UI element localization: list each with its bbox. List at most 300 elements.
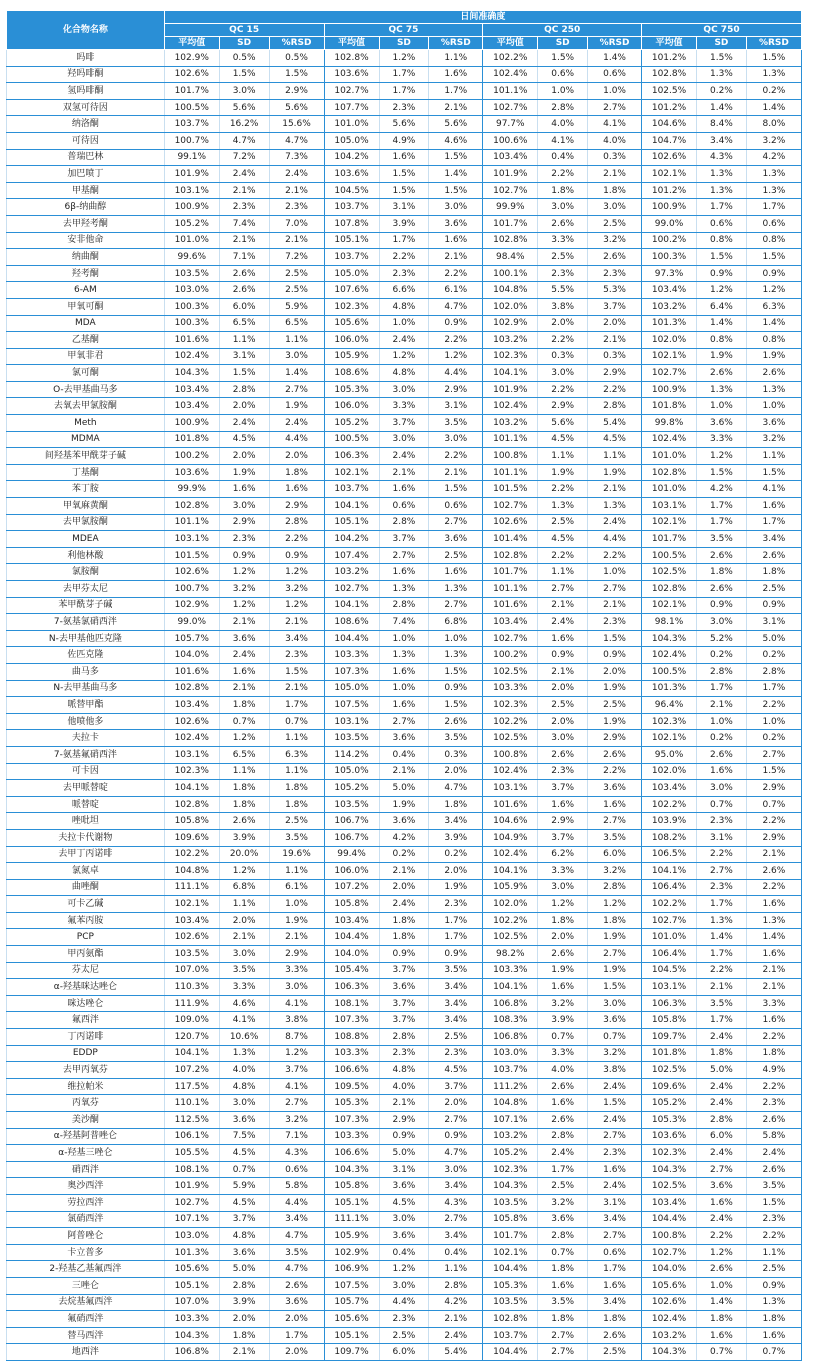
qc75-mean-cell: 104.4% (324, 929, 379, 946)
qc75-mean-cell: 106.3% (324, 979, 379, 996)
qc750-mean-cell: 100.9% (642, 199, 697, 216)
qc75-sd-cell: 3.1% (379, 1161, 429, 1178)
qc75-rsd-cell: 4.7% (429, 780, 483, 797)
qc250-mean-cell: 102.2% (483, 50, 538, 67)
qc75-mean-cell: 107.6% (324, 282, 379, 299)
table-row (7, 348, 802, 365)
qc15-mean-cell: 104.3% (164, 365, 219, 382)
qc250-rsd-cell: 3.4% (588, 1211, 642, 1228)
qc15-sd-cell: 2.0% (219, 448, 269, 465)
qc250-sd-cell: 1.2% (538, 896, 588, 913)
qc750-sd-cell: 8.4% (697, 116, 747, 133)
qc75-mean-cell: 105.0% (324, 763, 379, 780)
qc15-rsd-cell: 4.4% (269, 431, 324, 448)
qc750-sd-cell: 0.8% (697, 232, 747, 249)
qc250-sd-cell: 6.2% (538, 846, 588, 863)
qc250-mean-cell: 104.1% (483, 365, 538, 382)
qc750-rsd-cell: 2.9% (746, 829, 801, 846)
qc250-mean-cell: 105.3% (483, 1277, 538, 1294)
qc15-sd-cell: 2.0% (219, 912, 269, 929)
table-row (7, 149, 802, 166)
compound-name-cell: EDDP (7, 1045, 165, 1062)
qc250-sd-cell: 2.4% (538, 1145, 588, 1162)
qc75-sd-cell: 6.6% (379, 282, 429, 299)
qc15-rsd-cell: 3.2% (269, 1112, 324, 1129)
compound-name-cell: 去甲芬太尼 (7, 581, 165, 598)
qc750-sd-cell: 1.3% (697, 912, 747, 929)
qc75-mean-cell: 104.1% (324, 498, 379, 515)
qc75-rsd-cell: 5.6% (429, 116, 483, 133)
qc75-sd-cell: 5.0% (379, 780, 429, 797)
qc250-mean-cell: 97.7% (483, 116, 538, 133)
table-row (7, 1294, 802, 1311)
compound-name-cell: 芬太尼 (7, 962, 165, 979)
qc15-mean-cell: 106.8% (164, 1344, 219, 1361)
qc250-mean-cell: 102.5% (483, 663, 538, 680)
qc15-sd-cell: 2.6% (219, 282, 269, 299)
compound-name-cell: 三唑仑 (7, 1277, 165, 1294)
qc15-sd-cell: 2.3% (219, 199, 269, 216)
qc15-rsd-cell: 1.9% (269, 912, 324, 929)
qc15-mean-cell: 102.9% (164, 50, 219, 67)
qc15-sd-cell: 2.3% (219, 531, 269, 548)
table-row (7, 182, 802, 199)
qc750-sd-cell: 1.7% (697, 498, 747, 515)
compound-name-cell: PCP (7, 929, 165, 946)
qc15-sd-cell: 3.9% (219, 829, 269, 846)
qc15-sd-cell: 5.9% (219, 1178, 269, 1195)
compound-name-cell: 去甲氯胺酮 (7, 514, 165, 531)
qc15-rsd-cell: 1.1% (269, 863, 324, 880)
qc750-rsd-cell: 2.6% (746, 547, 801, 564)
qc15-mean-cell: 99.1% (164, 149, 219, 166)
qc750-sd-cell: 4.3% (697, 149, 747, 166)
qc750-rsd-cell: 1.4% (746, 315, 801, 332)
qc250-mean-cell: 101.1% (483, 83, 538, 100)
qc75-mean-cell: 108.8% (324, 1029, 379, 1046)
qc75-mean-cell: 103.6% (324, 66, 379, 83)
qc15-mean-cell: 103.0% (164, 1228, 219, 1245)
qc250-sd-cell: 3.9% (538, 1012, 588, 1029)
qc15-rsd-cell: 7.3% (269, 149, 324, 166)
qc750-rsd-cell: 1.7% (746, 514, 801, 531)
qc250-mean-cell: 101.6% (483, 597, 538, 614)
qc250-sd-cell: 3.2% (538, 995, 588, 1012)
qc750-sd-cell: 6.4% (697, 298, 747, 315)
qc750-rsd-cell: 3.6% (746, 415, 801, 432)
qc750-mean-header: 平均值 (642, 37, 697, 50)
qc75-rsd-cell: 3.5% (429, 415, 483, 432)
qc250-rsd-cell: 5.3% (588, 282, 642, 299)
qc75-sd-cell: 3.7% (379, 531, 429, 548)
qc750-rsd-cell: 2.2% (746, 1228, 801, 1245)
qc250-mean-cell: 102.3% (483, 697, 538, 714)
table-row (7, 249, 802, 266)
qc250-sd-cell: 1.8% (538, 1261, 588, 1278)
qc75-rsd-cell: 0.4% (429, 1244, 483, 1261)
qc750-mean-cell: 100.8% (642, 1228, 697, 1245)
qc75-sd-cell: 2.7% (379, 713, 429, 730)
qc15-rsd-header: %RSD (269, 37, 324, 50)
qc15-mean-cell: 105.2% (164, 215, 219, 232)
qc250-rsd-cell: 2.7% (588, 581, 642, 598)
qc75-mean-cell: 105.2% (324, 780, 379, 797)
qc750-rsd-cell: 0.2% (746, 83, 801, 100)
qc15-mean-cell: 103.5% (164, 946, 219, 963)
qc250-rsd-cell: 6.0% (588, 846, 642, 863)
qc250-mean-cell: 103.0% (483, 1045, 538, 1062)
qc75-mean-cell: 105.9% (324, 348, 379, 365)
qc750-sd-header: SD (697, 37, 747, 50)
qc15-mean-cell: 102.8% (164, 796, 219, 813)
qc15-mean-cell: 100.7% (164, 132, 219, 149)
qc75-sd-cell: 0.9% (379, 1128, 429, 1145)
qc75-mean-header: 平均值 (324, 37, 379, 50)
qc250-mean-cell: 100.6% (483, 132, 538, 149)
qc750-sd-cell: 1.0% (697, 398, 747, 415)
qc15-mean-cell: 102.6% (164, 66, 219, 83)
qc15-sd-cell: 2.4% (219, 166, 269, 183)
qc250-sd-cell: 1.6% (538, 1277, 588, 1294)
qc15-sd-cell: 4.5% (219, 431, 269, 448)
qc750-sd-cell: 1.3% (697, 66, 747, 83)
qc75-sd-cell: 1.7% (379, 232, 429, 249)
qc75-sd-cell: 1.5% (379, 182, 429, 199)
qc75-rsd-cell: 6.8% (429, 614, 483, 631)
qc75-sd-cell: 1.8% (379, 912, 429, 929)
compound-name-cell: 甲氧非君 (7, 348, 165, 365)
qc15-sd-cell: 1.8% (219, 697, 269, 714)
qc750-sd-cell: 1.7% (697, 946, 747, 963)
qc75-sd-cell: 1.2% (379, 1261, 429, 1278)
qc75-rsd-cell: 2.3% (429, 1045, 483, 1062)
table-row (7, 431, 802, 448)
table-row (7, 1095, 802, 1112)
qc750-mean-cell: 103.4% (642, 282, 697, 299)
qc75-sd-cell: 4.8% (379, 1062, 429, 1079)
qc75-rsd-cell: 2.7% (429, 1211, 483, 1228)
qc75-rsd-cell: 3.0% (429, 1161, 483, 1178)
qc75-sd-cell: 0.9% (379, 946, 429, 963)
qc15-mean-cell: 105.5% (164, 1145, 219, 1162)
compound-name-cell: 佐匹克隆 (7, 647, 165, 664)
qc75-sd-cell: 3.1% (379, 199, 429, 216)
qc15-sd-cell: 2.0% (219, 398, 269, 415)
qc750-mean-cell: 102.1% (642, 730, 697, 747)
qc750-sd-cell: 5.0% (697, 1062, 747, 1079)
qc15-rsd-cell: 3.5% (269, 1244, 324, 1261)
compound-name-cell: 可卡因 (7, 763, 165, 780)
qc15-rsd-cell: 2.8% (269, 514, 324, 531)
qc15-rsd-cell: 2.1% (269, 680, 324, 697)
qc250-mean-cell: 98.4% (483, 249, 538, 266)
qc750-rsd-cell: 2.2% (746, 1078, 801, 1095)
qc750-mean-cell: 97.3% (642, 265, 697, 282)
qc15-mean-cell: 103.4% (164, 381, 219, 398)
qc750-mean-cell: 105.3% (642, 1112, 697, 1129)
qc250-rsd-cell: 2.1% (588, 166, 642, 183)
qc15-sd-cell: 6.5% (219, 746, 269, 763)
qc75-sd-cell: 1.7% (379, 66, 429, 83)
compound-name-cell: 纳洛酮 (7, 116, 165, 133)
qc15-rsd-cell: 2.7% (269, 381, 324, 398)
qc75-mean-cell: 102.9% (324, 1244, 379, 1261)
compound-name-cell: 去烷基氟西泮 (7, 1294, 165, 1311)
qc750-mean-cell: 102.3% (642, 1145, 697, 1162)
qc750-sd-cell: 1.7% (697, 1012, 747, 1029)
qc15-mean-cell: 107.0% (164, 1294, 219, 1311)
qc75-rsd-cell: 1.1% (429, 1261, 483, 1278)
qc750-rsd-cell: 2.3% (746, 1211, 801, 1228)
qc15-rsd-cell: 3.0% (269, 348, 324, 365)
qc750-sd-cell: 1.0% (697, 1277, 747, 1294)
qc750-rsd-cell: 2.5% (746, 581, 801, 598)
qc15-rsd-cell: 6.3% (269, 746, 324, 763)
qc15-sd-cell: 1.2% (219, 863, 269, 880)
qc250-rsd-cell: 2.9% (588, 730, 642, 747)
qc750-sd-cell: 2.6% (697, 1261, 747, 1278)
qc750-mean-cell: 106.4% (642, 946, 697, 963)
qc15-sd-cell: 2.6% (219, 813, 269, 830)
qc15-rsd-cell: 2.0% (269, 1311, 324, 1328)
qc15-sd-cell: 2.0% (219, 1311, 269, 1328)
qc15-rsd-cell: 4.7% (269, 1228, 324, 1245)
qc75-rsd-cell: 1.6% (429, 66, 483, 83)
qc75-sd-cell: 1.5% (379, 166, 429, 183)
qc250-sd-cell: 3.0% (538, 365, 588, 382)
qc15-mean-cell: 107.1% (164, 1211, 219, 1228)
qc75-mean-cell: 103.1% (324, 713, 379, 730)
compound-name-cell: 甲丙氨酯 (7, 946, 165, 963)
qc75-mean-cell: 105.0% (324, 680, 379, 697)
qc250-rsd-cell: 4.1% (588, 116, 642, 133)
qc75-rsd-cell: 1.3% (429, 647, 483, 664)
qc15-rsd-cell: 2.1% (269, 232, 324, 249)
qc75-mean-cell: 105.6% (324, 1311, 379, 1328)
qc15-sd-cell: 3.7% (219, 1211, 269, 1228)
qc75-sd-cell: 3.7% (379, 995, 429, 1012)
qc750-mean-cell: 105.6% (642, 1277, 697, 1294)
qc15-sd-cell: 3.0% (219, 498, 269, 515)
qc750-rsd-cell: 1.2% (746, 282, 801, 299)
qc750-rsd-cell: 1.6% (746, 896, 801, 913)
qc75-mean-cell: 103.5% (324, 730, 379, 747)
table-row (7, 531, 802, 548)
qc250-sd-cell: 1.1% (538, 448, 588, 465)
qc750-rsd-cell: 0.8% (746, 332, 801, 349)
qc15-mean-cell: 102.6% (164, 929, 219, 946)
qc75-rsd-cell: 1.3% (429, 581, 483, 598)
qc15-mean-cell: 101.3% (164, 1244, 219, 1261)
qc250-rsd-cell: 1.0% (588, 83, 642, 100)
qc750-rsd-cell: 2.3% (746, 1095, 801, 1112)
qc75-rsd-cell: 3.5% (429, 962, 483, 979)
qc750-rsd-cell: 2.2% (746, 697, 801, 714)
qc15-mean-cell: 100.9% (164, 415, 219, 432)
qc250-rsd-cell: 2.4% (588, 514, 642, 531)
qc250-rsd-cell: 1.3% (588, 498, 642, 515)
qc75-mean-cell: 106.7% (324, 813, 379, 830)
qc75-rsd-cell: 4.6% (429, 132, 483, 149)
qc250-sd-cell: 1.9% (538, 464, 588, 481)
qc75-mean-cell: 103.3% (324, 1128, 379, 1145)
compound-name-cell: 羟吗啡酮 (7, 66, 165, 83)
qc15-sd-cell: 20.0% (219, 846, 269, 863)
qc75-rsd-cell: 2.9% (429, 381, 483, 398)
qc250-sd-cell: 3.0% (538, 199, 588, 216)
table-row (7, 730, 802, 747)
qc15-rsd-cell: 1.0% (269, 896, 324, 913)
qc250-rsd-cell: 2.1% (588, 332, 642, 349)
qc75-mean-cell: 103.3% (324, 1045, 379, 1062)
qc750-mean-cell: 101.7% (642, 531, 697, 548)
qc75-sd-cell: 2.1% (379, 863, 429, 880)
qc250-sd-cell: 4.0% (538, 116, 588, 133)
qc750-mean-cell: 99.0% (642, 215, 697, 232)
qc250-sd-cell: 1.8% (538, 1311, 588, 1328)
compound-name-cell: 氟苯丙胺 (7, 912, 165, 929)
qc15-sd-cell: 0.5% (219, 50, 269, 67)
qc750-mean-cell: 99.8% (642, 415, 697, 432)
qc15-mean-cell: 104.8% (164, 863, 219, 880)
qc75-rsd-cell: 3.1% (429, 398, 483, 415)
qc250-rsd-cell: 2.2% (588, 547, 642, 564)
qc750-sd-cell: 2.6% (697, 581, 747, 598)
qc15-sd-cell: 4.8% (219, 1228, 269, 1245)
qc250-sd-cell: 3.6% (538, 1211, 588, 1228)
qc75-sd-cell: 2.3% (379, 265, 429, 282)
qc750-rsd-cell: 2.7% (746, 746, 801, 763)
qc15-rsd-cell: 1.6% (269, 481, 324, 498)
qc75-sd-cell: 1.2% (379, 348, 429, 365)
table-row (7, 647, 802, 664)
qc75-rsd-cell: 2.1% (429, 1311, 483, 1328)
qc750-rsd-cell: 1.5% (746, 50, 801, 67)
compound-name-cell: 去氧去甲氯胺酮 (7, 398, 165, 415)
interday-accuracy-header: 日间准确度 (164, 11, 801, 24)
qc15-mean-cell: 102.6% (164, 564, 219, 581)
qc15-rsd-cell: 1.7% (269, 697, 324, 714)
qc250-mean-cell: 103.3% (483, 962, 538, 979)
qc750-rsd-cell: 1.3% (746, 66, 801, 83)
qc75-mean-cell: 104.2% (324, 149, 379, 166)
qc15-sd-cell: 2.1% (219, 1344, 269, 1361)
qc750-sd-cell: 3.3% (697, 431, 747, 448)
accuracy-table-wrapper (6, 10, 802, 1361)
qc75-mean-cell: 103.7% (324, 249, 379, 266)
qc15-sd-cell: 2.6% (219, 265, 269, 282)
compound-name-cell: 曲唑酮 (7, 879, 165, 896)
qc250-sd-cell: 0.9% (538, 647, 588, 664)
qc15-rsd-cell: 1.2% (269, 564, 324, 581)
qc75-sd-cell: 3.6% (379, 1178, 429, 1195)
qc250-sd-cell: 1.6% (538, 979, 588, 996)
qc75-rsd-cell: 3.0% (429, 199, 483, 216)
qc250-rsd-cell: 0.9% (588, 647, 642, 664)
qc750-sd-cell: 0.2% (697, 730, 747, 747)
table-row (7, 713, 802, 730)
table-row (7, 929, 802, 946)
qc250-rsd-cell: 5.4% (588, 415, 642, 432)
qc15-mean-cell: 112.5% (164, 1112, 219, 1129)
qc750-mean-cell: 103.2% (642, 298, 697, 315)
qc15-mean-cell: 105.7% (164, 630, 219, 647)
qc250-rsd-cell: 2.5% (588, 697, 642, 714)
qc15-rsd-cell: 7.2% (269, 249, 324, 266)
qc250-rsd-cell: 0.7% (588, 1029, 642, 1046)
qc250-sd-cell: 2.0% (538, 713, 588, 730)
qc75-mean-cell: 107.5% (324, 697, 379, 714)
qc15-rsd-cell: 1.8% (269, 780, 324, 797)
qc15-sd-cell: 1.1% (219, 763, 269, 780)
qc15-sd-cell: 1.2% (219, 597, 269, 614)
table-row (7, 1178, 802, 1195)
qc75-rsd-cell: 0.3% (429, 746, 483, 763)
table-row (7, 315, 802, 332)
qc75-sd-cell: 4.8% (379, 365, 429, 382)
qc75-mean-cell: 104.3% (324, 1161, 379, 1178)
qc250-sd-cell: 2.0% (538, 929, 588, 946)
qc250-rsd-cell: 2.7% (588, 1228, 642, 1245)
table-row (7, 1062, 802, 1079)
qc750-mean-cell: 100.5% (642, 663, 697, 680)
qc750-rsd-cell: 0.7% (746, 1344, 801, 1361)
qc75-sd-cell: 3.6% (379, 1228, 429, 1245)
qc75-rsd-cell: 0.2% (429, 846, 483, 863)
qc15-sd-cell: 1.5% (219, 66, 269, 83)
qc250-rsd-cell: 1.0% (588, 564, 642, 581)
qc75-mean-cell: 104.5% (324, 182, 379, 199)
table-row (7, 1078, 802, 1095)
qc75-rsd-cell: 3.4% (429, 1228, 483, 1245)
qc750-mean-cell: 102.1% (642, 514, 697, 531)
qc75-rsd-header: %RSD (429, 37, 483, 50)
qc75-rsd-cell: 3.0% (429, 431, 483, 448)
qc250-rsd-cell: 2.3% (588, 265, 642, 282)
qc750-rsd-cell: 3.5% (746, 1178, 801, 1195)
table-row (7, 581, 802, 598)
compound-name-cell: α-羟基阿普唑仑 (7, 1128, 165, 1145)
table-row (7, 448, 802, 465)
qc15-mean-cell: 120.7% (164, 1029, 219, 1046)
qc75-rsd-cell: 2.7% (429, 514, 483, 531)
qc750-sd-cell: 0.2% (697, 647, 747, 664)
table-row (7, 1311, 802, 1328)
qc250-rsd-cell: 0.3% (588, 149, 642, 166)
qc15-rsd-cell: 2.9% (269, 83, 324, 100)
table-row (7, 99, 802, 116)
compound-name-cell: 阿普唑仑 (7, 1228, 165, 1245)
qc15-mean-cell: 103.4% (164, 697, 219, 714)
qc250-sd-cell: 1.6% (538, 1095, 588, 1112)
compound-name-cell: 乙基酮 (7, 332, 165, 349)
table-row (7, 265, 802, 282)
qc15-sd-cell: 4.7% (219, 132, 269, 149)
qc250-rsd-cell: 3.2% (588, 1045, 642, 1062)
qc250-sd-cell: 3.3% (538, 1045, 588, 1062)
qc750-rsd-cell: 3.1% (746, 614, 801, 631)
qc15-rsd-cell: 2.5% (269, 813, 324, 830)
qc75-sd-cell: 1.7% (379, 83, 429, 100)
qc15-sd-cell: 2.8% (219, 381, 269, 398)
qc750-mean-cell: 109.6% (642, 1078, 697, 1095)
qc15-mean-cell: 102.9% (164, 597, 219, 614)
qc75-rsd-cell: 1.0% (429, 630, 483, 647)
qc75-sd-cell: 2.1% (379, 763, 429, 780)
qc250-sd-cell: 2.6% (538, 1078, 588, 1095)
qc750-header: QC 750 (642, 24, 802, 37)
qc250-mean-cell: 104.4% (483, 1261, 538, 1278)
